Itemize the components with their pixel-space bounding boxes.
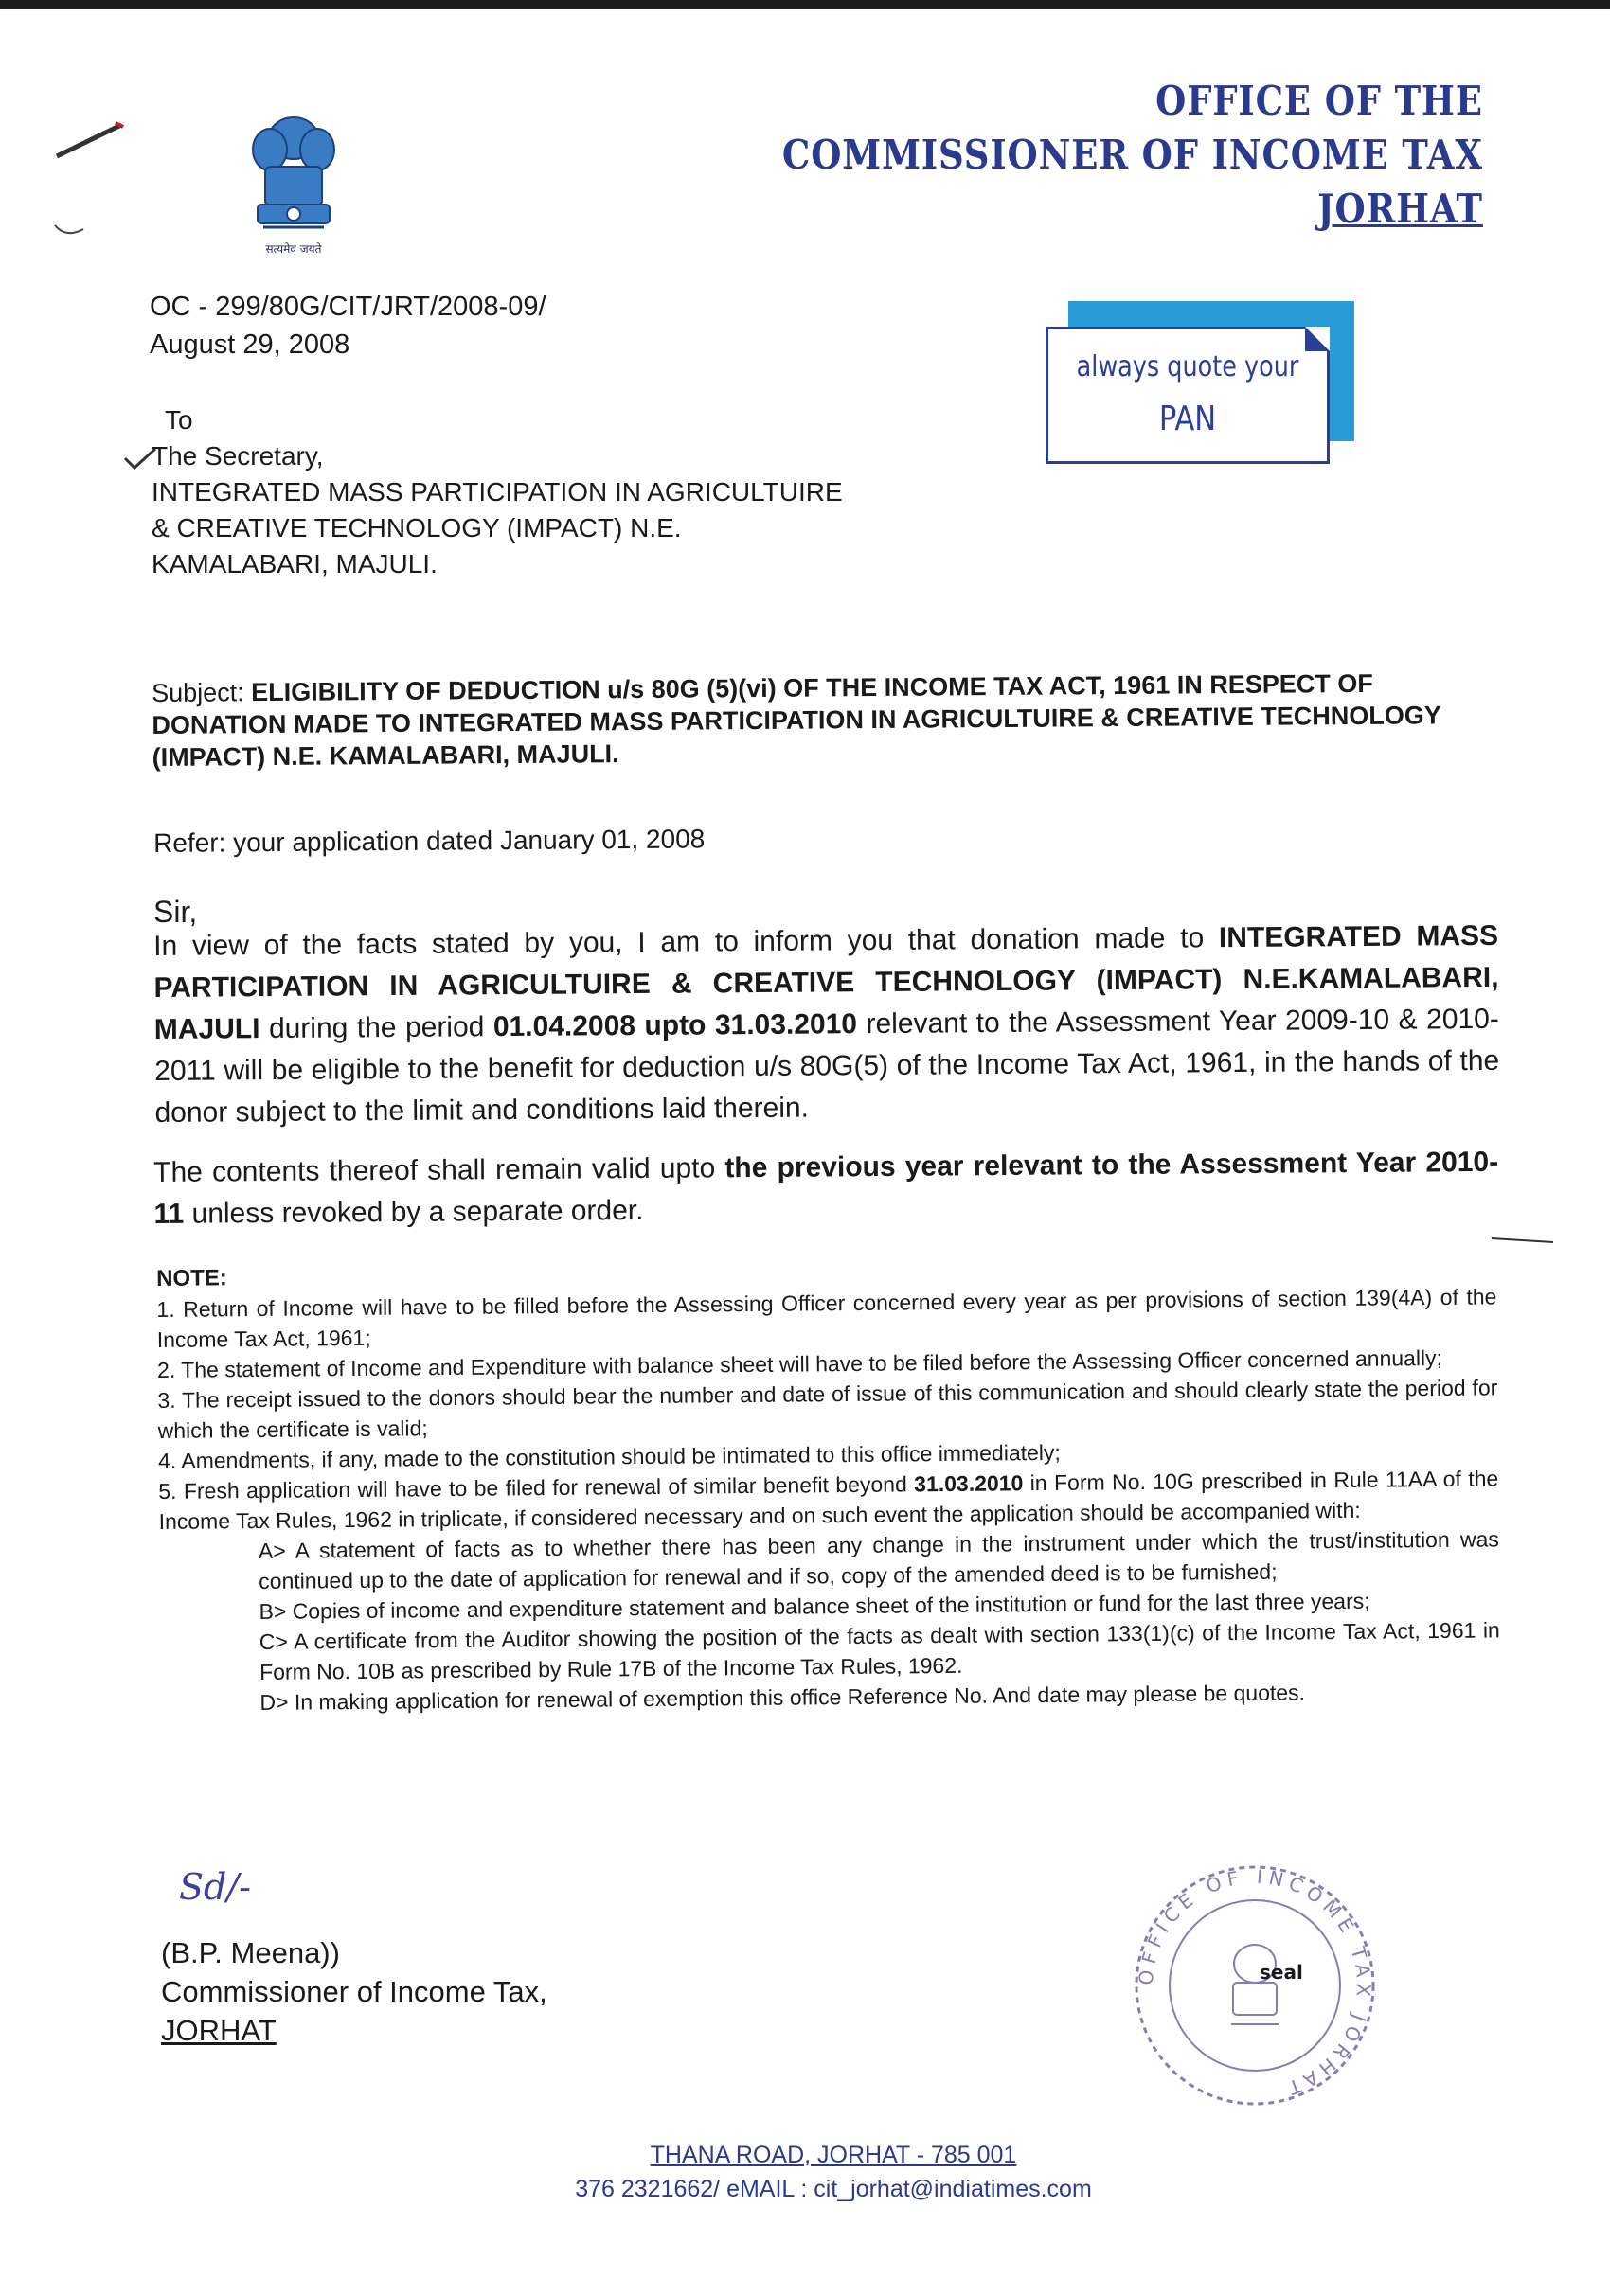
footer xyxy=(568,2138,1099,2206)
seal-ring-text: OFFICE OF INCOME TAX JORHAT xyxy=(1134,1864,1376,2102)
body-paragraph-2 xyxy=(153,1142,1499,1236)
reference-block xyxy=(150,288,546,364)
refer-line: Refer: your application dated January 01, 2008 xyxy=(153,824,706,858)
body-p1-period: 01.04.2008 upto 31.03.2010 xyxy=(492,1008,858,1043)
letterhead xyxy=(782,74,1483,236)
subject-text: ELIGIBILITY OF DEDUCTION u/s 80G (5)(vi) OF THE INCOME TAX ACT, 1961 IN RESPECT OF DONATION MADE TO INTEGRATED MASS PARTICIPATION IN AGRICULTUIRE & CREATIVE TECHNOLOGY (IMPACT) N.E. KAMALABARI, MAJULI. xyxy=(152,668,1441,772)
note-heading: NOTE: xyxy=(156,1265,227,1291)
pen-dash-icon xyxy=(1487,1231,1563,1250)
addressee-line-3: & CREATIVE TECHNOLOGY (IMPACT) N.E. xyxy=(152,513,682,543)
signatory-title: Commissioner of Income Tax, xyxy=(161,1975,547,2008)
footer-address: THANA ROAD, JORHAT - 785 001 xyxy=(650,2142,1017,2168)
body-p1-c: during the period xyxy=(259,1011,493,1045)
addressee-line-2: INTEGRATED MASS PARTICIPATION IN AGRICULTUIRE xyxy=(152,477,843,507)
addressee-line-4: KAMALABARI, MAJULI. xyxy=(152,549,438,578)
pan-stamp-line-2: PAN xyxy=(1158,400,1217,438)
office-line-3: JORHAT xyxy=(1317,186,1483,232)
note-sub-a: A> A statement of facts as to whether there has been any change in the instrument under which the trust/institution was continued up to the date of application for renewal and if so, copy of the amended deed is to be furnished; xyxy=(258,1526,1499,1593)
emblem-motto: सत्यमेव जयते xyxy=(265,242,322,256)
note-item-2: 2. The statement of Income and Expenditure with balance sheet will have to be filed before the Assessing Officer concerned annually; xyxy=(156,1344,1443,1382)
subject-label: Subject: xyxy=(152,678,252,707)
note-item-5-date: 31.03.2010 xyxy=(914,1470,1024,1497)
note-item-3: 3. The receipt issued to the donors should bear the number and date of issue of this communication and should clearly state the period for which the certificate is valid; xyxy=(157,1375,1498,1443)
scan-top-edge xyxy=(0,0,1610,9)
signature-mark xyxy=(175,1858,308,1924)
body-paragraph-1 xyxy=(153,916,1500,1134)
note-item-1: 1. Return of Income will have to be filled before the Assessing Officer concerned every year as per provisions of section 139(4A) of the Income Tax Act, 1961; xyxy=(156,1284,1497,1352)
body-p1-a: In view of the facts stated by you, I am to inform you that donation made to xyxy=(153,922,1220,962)
office-line-1: OFFICE OF THE xyxy=(1155,78,1483,124)
addressee-block xyxy=(152,405,843,579)
signatory-name: (B.P. Meena)) xyxy=(161,1936,340,1969)
note-item-5-a: 5. Fresh application will have to be filed for renewal of similar benefit beyond xyxy=(158,1471,915,1504)
note-section xyxy=(156,1251,1501,1718)
subject-line xyxy=(152,667,1497,774)
seal-label: seal xyxy=(1260,1961,1303,1984)
note-sub-b: B> Copies of income and expenditure statement and balance sheet of the institution or fund for the last three years; xyxy=(259,1588,1370,1624)
signatory-place: JORHAT xyxy=(161,2014,277,2047)
reference-number: OC - 299/80G/CIT/JRT/2008-09/ xyxy=(150,292,546,322)
footer-contact: 376 2321662/ eMAIL : cit_jorhat@indiatimes.com xyxy=(575,2176,1092,2202)
office-seal-icon xyxy=(1127,1858,1383,2113)
body-p1-e: relevant to the Assessment Year 2009-10 & 2010-2011 will be eligible to the benefit for deduction u/s 80G(5) of the Income Tax Act, 1961, in the hands of the donor subject to the limit and conditions laid therein. xyxy=(154,1003,1500,1129)
body-p2-year: the previous year relevant to the Assessment Year 2010-11 xyxy=(153,1146,1499,1230)
national-emblem-icon xyxy=(237,112,350,252)
office-line-2: COMMISSIONER OF INCOME TAX xyxy=(782,132,1483,178)
note-sub-d: D> In making application for renewal of exemption this office Reference No. And date may please be quotes. xyxy=(259,1680,1306,1715)
body-p2-c: unless revoked by a separate order. xyxy=(184,1194,644,1230)
body-p2-a: The contents thereof shall remain valid upto xyxy=(153,1152,725,1188)
note-item-5-c: in Form No. 10G prescribed in Rule 11AA of the Income Tax Rules, 1962 in triplicate, if considered necessary and on such event the application should be accompanied with: xyxy=(158,1466,1499,1534)
salutation: Sir, xyxy=(153,895,198,929)
pan-stamp-line-1: always quote your xyxy=(1076,350,1299,383)
signature-block xyxy=(161,1933,547,2050)
note-sub-c: C> A certificate from the Auditor showing the position of the facts as dealt with section 133(1)(c) of the Income Tax Act, 1961 in Form No. 10B as prescribed by Rule 17B of the Income Tax Rules, 1962. xyxy=(259,1617,1500,1684)
note-item-4: 4. Amendments, if any, made to the constitution should be intimated to this office immediately; xyxy=(157,1439,1061,1473)
body-p1-org: INTEGRATED MASS PARTICIPATION IN AGRICULTUIRE & CREATIVE TECHNOLOGY (IMPACT) N.E.KAMALABARI, MAJULI xyxy=(153,919,1499,1045)
signature-mark-text: Sd/- xyxy=(179,1866,251,1908)
to-label: To xyxy=(165,405,193,435)
page-fold-icon xyxy=(1305,327,1330,351)
tick-mark-icon xyxy=(121,445,159,473)
letter-date: August 29, 2008 xyxy=(150,329,350,360)
pan-stamp xyxy=(1046,327,1330,464)
pen-mark-icon xyxy=(38,114,152,246)
addressee-line-1: The Secretary, xyxy=(152,441,324,471)
